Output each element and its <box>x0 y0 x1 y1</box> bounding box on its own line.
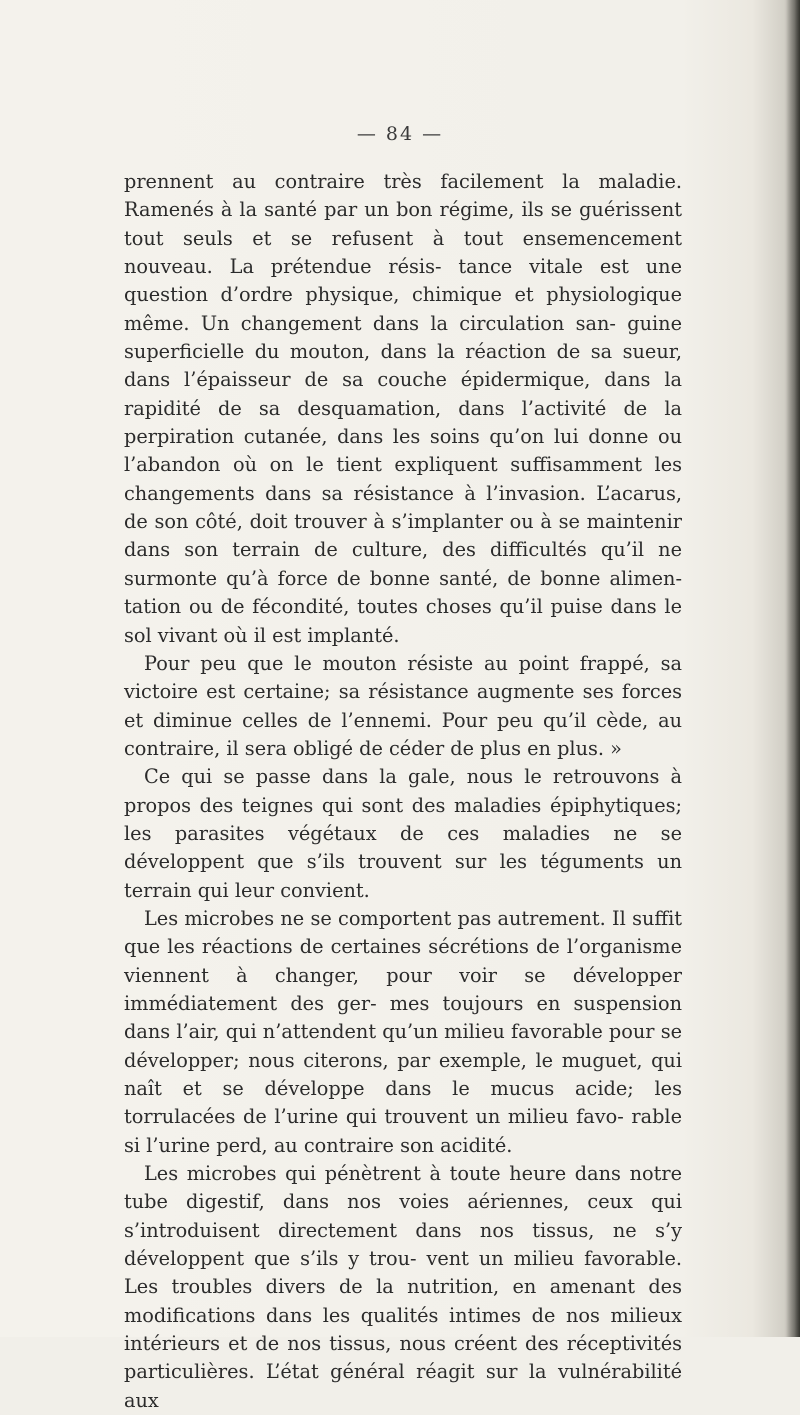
paragraph-continuation: prennent au contraire très facilement la maladie. Ramenés à la santé par un bon régime, ils se guérissent tout seuls et se refusent à tout ensemencement nouveau. La prétendue résis- tance vitale est une question d’ordre physique, chimique et physiologique même. Un changement dans la circulation san- guine superficielle du mouton, dans la réaction de sa sueur, dans l’épaisseur de sa couche épidermique, dans la rapidité de sa desquamation, dans l’activité de la perpiration cutanée, dans les soins qu’on lui donne ou l’abandon où on le tient expliquent suffisamment les changements dans sa résistance à l’invasion. L’acarus, de son côté, doit trouver à s’implanter ou à se maintenir dans son terrain de culture, des difficultés qu’il ne surmonte qu’à force de bonne santé, de bonne alimen- tation ou de fécondité, toutes choses qu’il puise dans le sol vivant où il est implanté. <box>124 170 682 647</box>
paragraph-gale-teignes: Ce qui se passe dans la gale, nous le retrouvons à propos des teignes qui sont des maladies épiphytiques; les parasites végétaux de ces maladies ne se développent que s’ils trouvent sur les téguments un terrain qui leur convient. <box>124 765 682 902</box>
paragraph-mouton-resistance: Pour peu que le mouton résiste au point frappé, sa victoire est certaine; sa résistance augmente ses forces et diminue celles de l’ennemi. Pour peu qu’il cède, au contraire, il sera obligé de céder de plus en plus. » <box>124 651 682 760</box>
body-text <box>124 168 682 1415</box>
paragraph-microbes-comportement: Les microbes ne se comportent pas autrement. Il suffit que les réactions de certaines sécrétions de l’organisme viennent à changer, pour voir se développer immédiatement des ger- mes toujours en suspension dans l’air, qui n’attendent qu’un milieu favorable pour se développer; nous citerons, par exemple, le muguet, qui naît et se développe dans le mucus acide; les torrulacées de l’urine qui trouvent un milieu favo- rable si l’urine perd, au contraire son acidité. <box>124 906 682 1157</box>
page-edge-shadow <box>786 0 800 1337</box>
page-number: — 84 — <box>356 123 444 145</box>
paragraph-microbes-penetration: Les microbes qui pénètrent à toute heure dans notre tube digestif, dans nos voies aériennes, ceux qui s’introduisent directement dans nos tissus, ne s’y développent que s’ils y trou- vent un milieu favorable. Les troubles divers de la nutrition, en amenant des modifications dans les qualités intimes de nos milieux intérieurs et de nos tissus, nous créent des réceptivités particulières. L’état général réagit sur la vulnérabilité aux <box>124 1162 682 1412</box>
